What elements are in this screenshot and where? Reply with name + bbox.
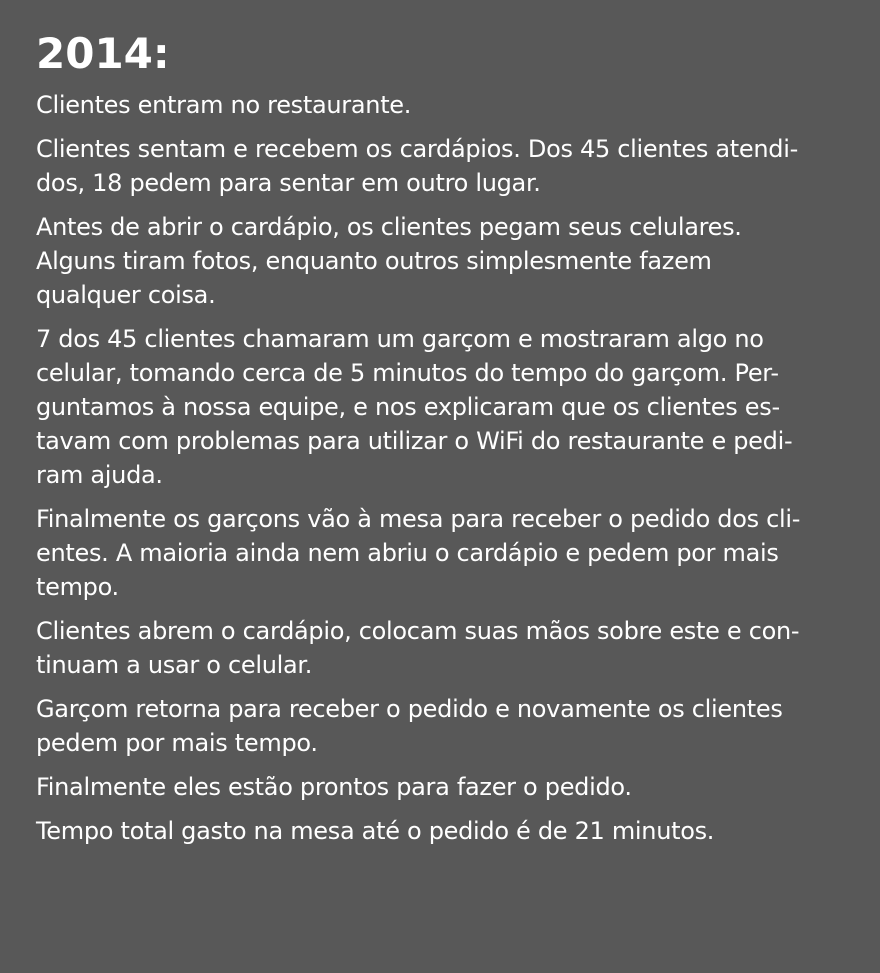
paragraph-line: Alguns tiram fotos, enquanto outros simplesmente fazem xyxy=(36,247,712,275)
paragraph-line: Tempo total gasto na mesa até o pedido é de 21 minutos. xyxy=(36,817,715,845)
paragraph-line: pedem por mais tempo. xyxy=(36,729,318,757)
paragraph-5 xyxy=(36,502,844,604)
paragraph-line: ram ajuda. xyxy=(36,461,163,489)
paragraph-line: 7 dos 45 clientes chamaram um garçom e mostraram algo no xyxy=(36,325,764,353)
paragraph-line: entes. A maioria ainda nem abriu o cardápio e pedem por mais xyxy=(36,539,779,567)
paragraph-line: Clientes abrem o cardápio, colocam suas mãos sobre este e con- xyxy=(36,617,800,645)
paragraph-9 xyxy=(36,814,844,848)
paragraph-line: Clientes sentam e recebem os cardápios. Dos 45 clientes atendi- xyxy=(36,135,798,163)
paragraph-line: qualquer coisa. xyxy=(36,281,216,309)
paragraph-line: Clientes entram no restaurante. xyxy=(36,91,412,119)
page-title: 2014: xyxy=(36,29,170,78)
paragraph-6 xyxy=(36,614,844,682)
paragraph-line: tinuam a usar o celular. xyxy=(36,651,313,679)
paragraph-4 xyxy=(36,322,844,492)
paragraph-line: dos, 18 pedem para sentar em outro lugar. xyxy=(36,169,541,197)
paragraph-line: tavam com problemas para utilizar o WiFi do restaurante e pedi- xyxy=(36,427,793,455)
paragraph-line: Finalmente os garçons vão à mesa para receber o pedido dos cli- xyxy=(36,505,801,533)
paragraph-line: Finalmente eles estão prontos para fazer o pedido. xyxy=(36,773,632,801)
paragraph-line: celular, tomando cerca de 5 minutos do tempo do garçom. Per- xyxy=(36,359,779,387)
paragraph-line: tempo. xyxy=(36,573,119,601)
paragraph-7 xyxy=(36,692,844,760)
paragraph-1 xyxy=(36,88,844,122)
paragraph-8 xyxy=(36,770,844,804)
paragraph-line: Garçom retorna para receber o pedido e novamente os clientes xyxy=(36,695,783,723)
paragraph-3 xyxy=(36,210,844,312)
paragraph-2 xyxy=(36,132,844,200)
paragraph-line: Antes de abrir o cardápio, os clientes pegam seus celulares. xyxy=(36,213,742,241)
paragraph-line: guntamos à nossa equipe, e nos explicaram que os clientes es- xyxy=(36,393,780,421)
